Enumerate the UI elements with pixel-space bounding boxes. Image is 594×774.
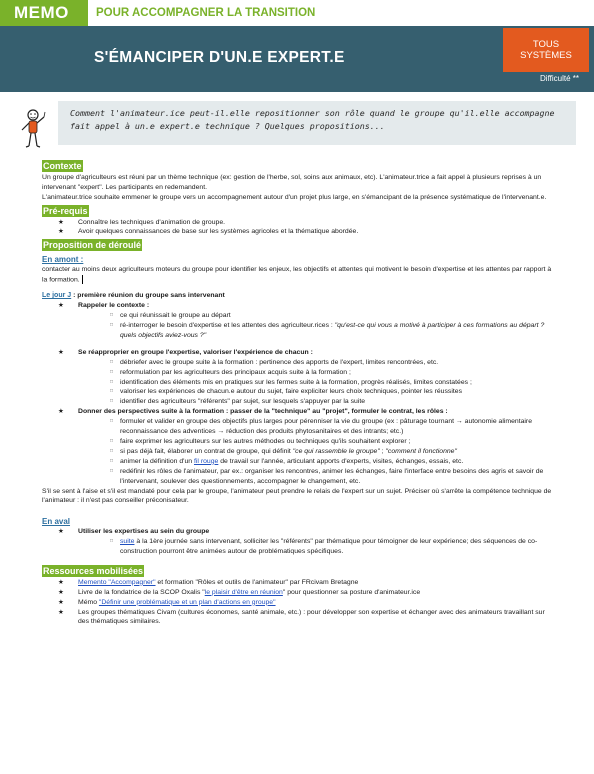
list-item: □ formuler et valider en groupe des objectifs plus larges pour pérenniser la vie du groupe (ex : pâturage tournant → autonomie alimentaire reconnaissance des adventices → réduction des produits phytosanitaires et des intrants; etc.)	[78, 417, 554, 437]
contexte-paragraph-1: Un groupe d'agriculteurs est réuni par un thème technique (ex: gestion de l'herbe, sol, soins aux animaux, etc). L'animateur.trice a fait appel à plusieurs reprises à un intervenant "expert". Les participants en redemandent.	[42, 173, 542, 191]
subheading-en-amont: En amont :	[42, 255, 84, 265]
text-cursor	[82, 275, 83, 284]
list-item: □ ce qui réunissait le groupe au départ	[78, 311, 554, 321]
section-heading-contexte: Contexte	[43, 161, 82, 171]
jour-j-list	[42, 301, 554, 486]
resource-2-rest: " pour questionner sa posture d'animateur.ice	[282, 588, 421, 596]
contract-text: si pas déjà fait, élaborer un contrat de groupe, qui définit	[120, 447, 291, 455]
fil-rouge-link[interactable]: fil rouge	[193, 457, 219, 465]
rappel-quote: "qu'est-ce qui vous a motivé à participer à ces formations au départ ? quels objectifs aviez-vous ?"	[120, 322, 545, 339]
tagline: POUR ACCOMPAGNER LA TRANSITION	[96, 7, 316, 19]
page-title: S'ÉMANCIPER D'UN.E EXPERT.E	[94, 49, 345, 66]
book-link[interactable]: le plaisir d'être en réunion	[204, 588, 283, 596]
systems-line1: TOUS	[532, 39, 560, 50]
resource-1-rest: et formation "Rôles et outils de l'animateur" par FRcivam Bretagne	[157, 578, 359, 586]
aval-text: à la 1ère journée sans intervenant, solliciter les "référents" par thématique pour témoigner de leur expérience; des séquences de co-construction pourront être animées autour de problématiques spécifiques.	[120, 538, 538, 556]
systems-line2: SYSTÈMES	[520, 50, 572, 61]
amont-paragraph	[42, 265, 554, 285]
list-item: □ débriefer avec le groupe suite à la formation : pertinence des apports de l'expert, limites rencontrées, etc.	[78, 358, 554, 368]
contract-separator: ;	[379, 447, 386, 455]
fil-rouge-pre: animer la définition d'un	[120, 457, 193, 465]
contexte-paragraph-2: L'animateur.trice souhaite emmener le groupe vers un accompagnement autour d'un projet plus large, en s'émancipant de la présence systématique de l'intervenant.e.	[42, 193, 547, 201]
prerequis-list	[42, 218, 554, 238]
section-heading-prerequis: Pré-requis	[43, 205, 88, 216]
list-item	[42, 527, 554, 557]
contract-quote-1: "ce qui rassemble le groupe"	[292, 447, 380, 455]
rappel-sublist	[78, 311, 554, 341]
perspectives-title: Donner des perspectives suite à la formation : passer de la "technique" au "projet", formuler le contrat, les rôles :	[78, 408, 448, 416]
list-item: ★ Les groupes thématiques Civam (cultures économes, santé animale, etc.) : pour développer son expertise et échanger avec des animateurs travaillant sur des thématiques similaires.	[42, 608, 554, 628]
subheading-jour-j: Le jour J	[42, 292, 72, 300]
list-item: □ identifier des agriculteurs "référents" par sujet, sur lesquels s'appuyer par la suite	[78, 397, 554, 407]
resource-2-pre: Livre de la fondatrice de la SCOP Oxalis "	[78, 588, 205, 596]
memento-link[interactable]: Memento "Accompagner"	[78, 578, 156, 586]
intro-question: Comment l'animateur.ice peut-il.elle repositionner son rôle quand le groupe qu'il.elle accompagne fait appel à un.e expert.e technique ? Quelques propositions...	[70, 108, 555, 131]
subheading-en-aval: En aval	[42, 517, 71, 527]
difficulty-label: Difficulté **	[540, 74, 579, 83]
memo-label: MEMO	[0, 0, 88, 26]
fil-rouge-rest: de travail sur l'année, articulant apports d'experts, visites, échanges, essais, etc.	[220, 457, 464, 465]
list-item	[78, 321, 554, 341]
list-item	[42, 407, 554, 486]
intro-box	[58, 101, 576, 145]
list-item	[78, 537, 554, 557]
list-item	[78, 457, 554, 467]
list-item: ★ Avoir quelques connaissances de base sur les systèmes agricoles et la thématique abordée.	[42, 227, 554, 237]
perspectives-sublist	[78, 417, 554, 486]
closing-paragraph: S'il se sent à l'aise et s'il est mandaté pour cela par le groupe, l'animateur peut prendre le relais de l'expert sur un sujet. Préciser où s'arrête la compétence technique de l'animateur : il n'est pas conseiller préconisateur.	[42, 487, 552, 505]
list-item	[42, 578, 554, 588]
section-heading-deroule: Proposition de déroulé	[43, 240, 142, 251]
section-heading-ressources: Ressources mobilisées	[43, 565, 144, 576]
list-item	[42, 348, 554, 407]
list-item	[42, 588, 554, 598]
memo-body	[42, 158, 554, 627]
jour-j-rest: : première réunion du groupe sans intervenant	[73, 292, 225, 300]
reappro-sublist	[78, 358, 554, 408]
aval-sublist	[78, 537, 554, 557]
list-item: □ redéfinir les rôles de l'animateur, par ex.: organiser les rencontres, animer les échanges, faire l'interface entre besoins des agris et savoir de l'intervenant, soulever des questionnements, accompagner le changement, etc.	[78, 467, 554, 487]
rappel-item-text: ré-interroger le besoin d'expertise et les attentes des agriculteur.rices :	[120, 322, 333, 329]
list-item	[42, 598, 554, 608]
presenter-figure-icon	[18, 108, 48, 154]
list-item: ★ Connaître les techniques d'animation de groupe.	[42, 218, 554, 228]
systems-badge	[503, 28, 589, 72]
list-item: □ identification des éléments mis en pratiques sur les fermes suite à la formation, progrès réalisés, limites constatées ;	[78, 378, 554, 388]
aval-suite-link[interactable]: suite	[120, 538, 135, 546]
list-item: □ faire exprimer les agriculteurs sur les autres méthodes ou techniques qu'ils souhaitent explorer ;	[78, 437, 554, 447]
contract-quote-2: "comment il fonctionne"	[385, 447, 457, 455]
aval-item-title: Utiliser les expertises au sein du groupe	[78, 528, 210, 536]
rappel-title: Rappeler le contexte :	[78, 302, 150, 310]
reappro-title: Se réapproprier en groupe l'expertise, valoriser l'expérience de chacun :	[78, 348, 313, 356]
memo-link[interactable]: "Définir une problématique et un plan d'actions en groupe"	[98, 598, 276, 606]
resource-3-pre: Mémo	[78, 598, 98, 606]
list-item: □ reformulation par les agriculteurs des principaux acquis suite à la formation ;	[78, 368, 554, 378]
list-item: □ valoriser les expériences de chacun.e autour du sujet, faire expliciter leurs choix techniques, pointer les réussites	[78, 387, 554, 397]
jour-j-line	[42, 291, 554, 301]
list-item	[42, 301, 554, 348]
list-item	[78, 447, 554, 457]
aval-list	[42, 527, 554, 557]
ressources-list	[42, 578, 554, 628]
amont-text: contacter au moins deux agriculteurs moteurs du groupe pour identifier les enjeux, les objectifs et attentes qui motivent le besoin d'expertise et les attentes par rapport à la formation.	[42, 266, 552, 284]
